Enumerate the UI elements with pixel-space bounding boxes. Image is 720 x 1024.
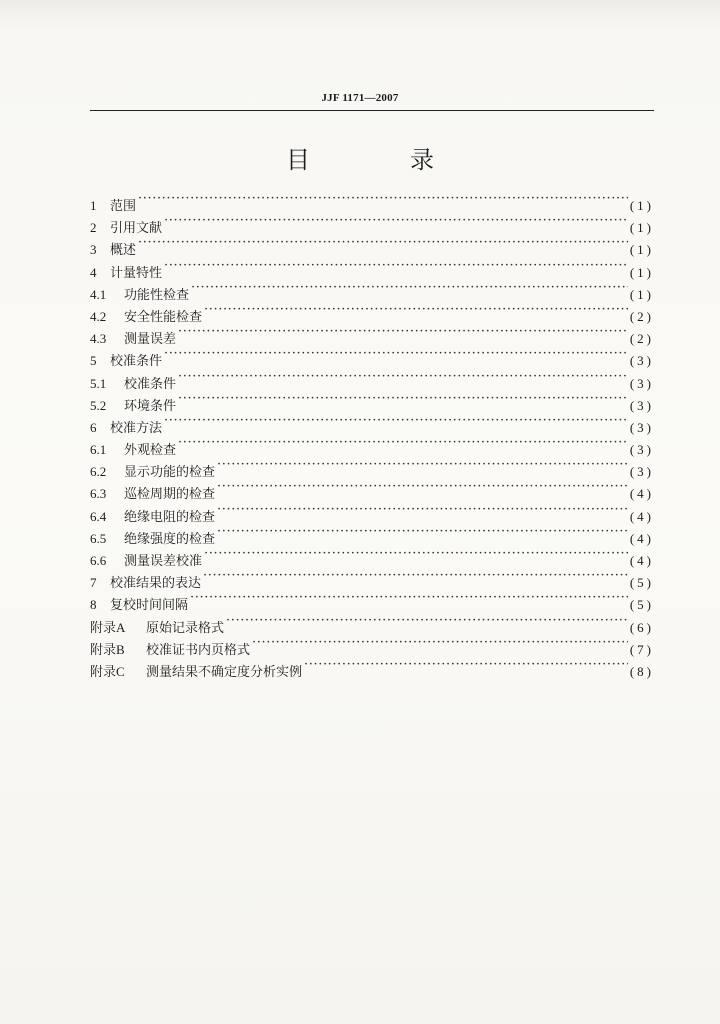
toc-leader-dots (164, 210, 628, 232)
toc-entry-page: (4) (629, 530, 654, 546)
toc-leader-dots (164, 343, 628, 365)
toc-entry-title: 外观检查 (124, 443, 177, 459)
toc-entry-number: 6.5 (90, 530, 107, 546)
toc-entry-page: (3) (629, 353, 654, 369)
toc-title: 目 录 (286, 146, 472, 174)
toc-entry-title: 环境条件 (124, 398, 177, 414)
toc-entry[interactable] (90, 255, 654, 281)
toc-entry-title: 校准结果的表达 (110, 576, 202, 592)
toc-leader-dots (178, 366, 628, 388)
toc-leader-dots (204, 299, 628, 321)
toc-entry-title: 巡检周期的检查 (124, 487, 216, 503)
toc-entry[interactable] (90, 232, 654, 259)
toc-entry-number: 1 (90, 198, 97, 213)
toc-leader-dots (304, 654, 628, 676)
toc-entry-page: (1) (629, 286, 654, 302)
toc-entry-page: (3) (629, 419, 654, 435)
standard-code-header: JJF 1171—2007 (321, 92, 399, 104)
toc-entry-title: 绝缘电阻的检查 (124, 509, 216, 525)
toc-leader-dots (190, 587, 628, 609)
toc-entry-number: 6.2 (90, 464, 107, 480)
toc-leader-dots (204, 543, 628, 565)
toc-entry-number: 4.1 (90, 286, 107, 302)
toc-entry-page: (3) (629, 442, 654, 458)
toc-entry-page: (2) (629, 331, 654, 347)
toc-entry-number: 4 (90, 264, 97, 280)
toc-entry-title: 绝缘强度的检查 (124, 531, 216, 547)
toc-leader-dots (226, 610, 628, 632)
toc-entry-page: (1) (629, 242, 654, 258)
toc-entry-title: 原始记录格式 (146, 620, 225, 636)
toc-entry-title: 范围 (110, 199, 137, 214)
toc-entry-page: (1) (629, 220, 654, 236)
toc-entry[interactable] (90, 188, 654, 214)
toc-leader-dots (178, 321, 628, 343)
toc-leader-dots (191, 277, 628, 299)
toc-entry[interactable] (90, 210, 654, 237)
toc-entry-number: 4.2 (90, 308, 107, 324)
toc-entry-page: (8) (629, 663, 654, 679)
toc-entry[interactable] (90, 277, 654, 303)
toc-entry-page: (3) (629, 397, 654, 413)
toc-entry-number: 5.1 (90, 375, 107, 391)
toc-entry-page: (5) (629, 597, 654, 613)
toc-entry-title: 复校时间间隔 (110, 598, 189, 614)
toc-leader-dots (164, 410, 628, 432)
toc-entry[interactable] (90, 343, 654, 370)
toc-entry-number: 6.1 (90, 442, 107, 458)
toc-leader-dots (252, 632, 628, 654)
toc-leader-dots (138, 188, 628, 210)
toc-entry-title: 校准证书内页格式 (146, 642, 251, 658)
toc-entry-number: 附录C (90, 663, 125, 679)
toc-entry-page: (3) (629, 375, 654, 391)
toc-entry-number: 2 (90, 220, 97, 236)
toc-entry-number: 6.3 (90, 486, 107, 502)
toc-entry-number: 8 (90, 597, 97, 613)
toc-entry-page: (7) (629, 641, 654, 657)
toc-entry-number: 6.4 (90, 508, 107, 524)
toc-entry-page: (2) (629, 308, 654, 324)
toc-entry-number: 4.3 (90, 331, 107, 347)
toc-entry-number: 5 (90, 353, 97, 369)
toc-entry-title: 安全性能检查 (124, 309, 203, 325)
toc-entry-number: 3 (90, 242, 97, 258)
toc-leader-dots (178, 432, 628, 454)
toc-entry-title: 显示功能的检查 (124, 465, 216, 481)
toc-entry-title: 功能性检查 (124, 287, 190, 303)
toc-entry-number: 7 (90, 575, 97, 591)
toc-leader-dots (217, 499, 628, 521)
toc-entry-page: (1) (629, 264, 654, 280)
toc-leader-dots (178, 388, 628, 410)
toc-entry-number: 附录A (90, 619, 126, 635)
toc-leader-dots (217, 476, 628, 498)
toc-entry[interactable] (90, 410, 654, 436)
toc-leader-dots (217, 454, 628, 476)
toc-entry[interactable] (90, 366, 654, 392)
table-of-contents (90, 188, 654, 680)
toc-entry-number: 附录B (90, 641, 125, 657)
toc-entry-page: (4) (629, 508, 654, 524)
header-rule (90, 110, 654, 111)
toc-entry-title: 校准条件 (124, 376, 177, 392)
toc-entry-number: 5.2 (90, 397, 107, 413)
toc-leader-dots (138, 232, 628, 254)
toc-entry-title: 测量误差 (124, 332, 177, 348)
toc-leader-dots (203, 565, 628, 587)
toc-entry-title: 计量特性 (110, 265, 163, 281)
toc-entry-title: 测量误差校准 (124, 554, 203, 569)
toc-entry-page: (1) (629, 198, 654, 213)
toc-entry-page: (6) (629, 619, 654, 635)
toc-entry-number: 6.6 (90, 553, 107, 568)
toc-leader-dots (217, 521, 628, 543)
toc-entry-title: 概述 (110, 243, 137, 259)
toc-entry-number: 6 (90, 419, 97, 435)
toc-entry[interactable] (90, 432, 654, 459)
toc-entry-page: (5) (629, 575, 654, 591)
toc-entry-title: 校准方法 (110, 420, 163, 436)
toc-entry-page: (4) (629, 486, 654, 502)
toc-entry-title: 测量结果不确定度分析实例 (146, 664, 303, 680)
toc-entry-page: (4) (629, 553, 654, 568)
toc-entry-title: 引用文献 (110, 221, 163, 237)
toc-entry-page: (3) (629, 464, 654, 480)
toc-entry-title: 校准条件 (110, 354, 163, 370)
toc-leader-dots (164, 255, 628, 277)
